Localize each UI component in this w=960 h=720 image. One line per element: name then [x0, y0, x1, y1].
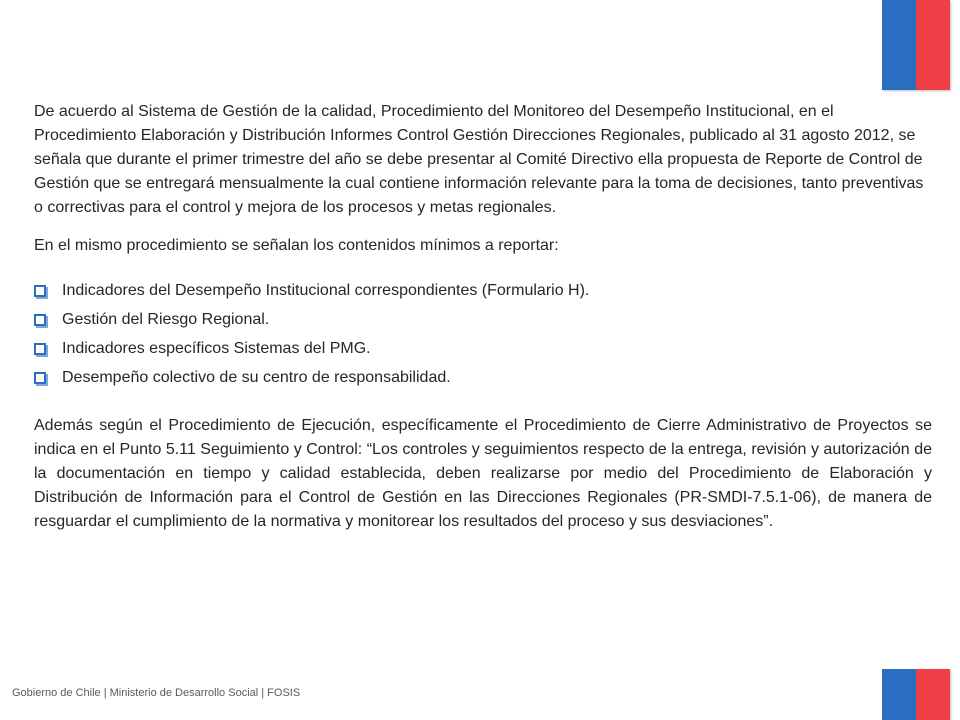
flag-red-stripe: [916, 0, 950, 90]
footer-text: Gobierno de Chile | Ministerio de Desarrollo Social | FOSIS: [12, 687, 301, 699]
bullet-item: [34, 363, 932, 392]
paragraph-procedure: Además según el Procedimiento de Ejecución, específicamente el Procedimiento de Cierre Administrativo de Proyectos se indica en el Punto 5.11 Seguimiento y Control: “Los controles y seguimientos respecto de la entrega, revisión y autorización de la documentación en tiempo y calidad establecida, deben realizarse por medio del Procedimiento de Elaboración y Distribución de Información para el Control de Gestión en las Direcciones Regionales (PR-SMDI-7.5.1-06), de manera de resguardar el cumplimiento de la normativa y monitorear los resultados del proceso y sus desviaciones”.: [34, 417, 932, 530]
checkbox-bullet-icon: [34, 314, 46, 326]
bullet-item: [34, 334, 932, 363]
bullet-text: Indicadores del Desempeño Institucional correspondientes (Formulario H).: [62, 281, 590, 299]
bullet-item: [34, 276, 932, 305]
checkbox-bullet-icon: [34, 372, 46, 384]
bullet-text: Desempeño colectivo de su centro de responsabilidad.: [62, 368, 451, 386]
flag-logo-bottom: [882, 669, 950, 720]
bullet-text: Indicadores específicos Sistemas del PMG.: [62, 339, 371, 357]
flag-blue-stripe: [882, 669, 916, 720]
paragraph-contents-intro: En el mismo procedimiento se señalan los contenidos mínimos a reportar:: [34, 237, 559, 254]
paragraph-intro: De acuerdo al Sistema de Gestión de la calidad, Procedimiento del Monitoreo del Desempeño Institucional, en el Procedimiento Elaboración y Distribución Informes Control Gestión Direcciones Regionales, publicado al 31 agosto 2012, se señala que durante el primer trimestre del año se debe presentar al Comité Directivo ella propuesta de Reporte de Control de Gestión que se entregará mensualmente la cual contiene información relevante para la toma de decisiones, tanto preventivas o correctivas para el control y mejora de los procesos y metas regionales.: [34, 103, 924, 216]
checkbox-bullet-icon: [34, 343, 46, 355]
bullet-list: [34, 276, 932, 392]
bullet-text: Gestión del Riesgo Regional.: [62, 310, 270, 328]
checkbox-bullet-icon: [34, 285, 46, 297]
flag-blue-stripe: [882, 0, 916, 90]
flag-logo-top: [882, 0, 950, 90]
flag-red-stripe: [916, 669, 950, 720]
slide-content: [34, 100, 932, 534]
bullet-item: [34, 305, 932, 334]
